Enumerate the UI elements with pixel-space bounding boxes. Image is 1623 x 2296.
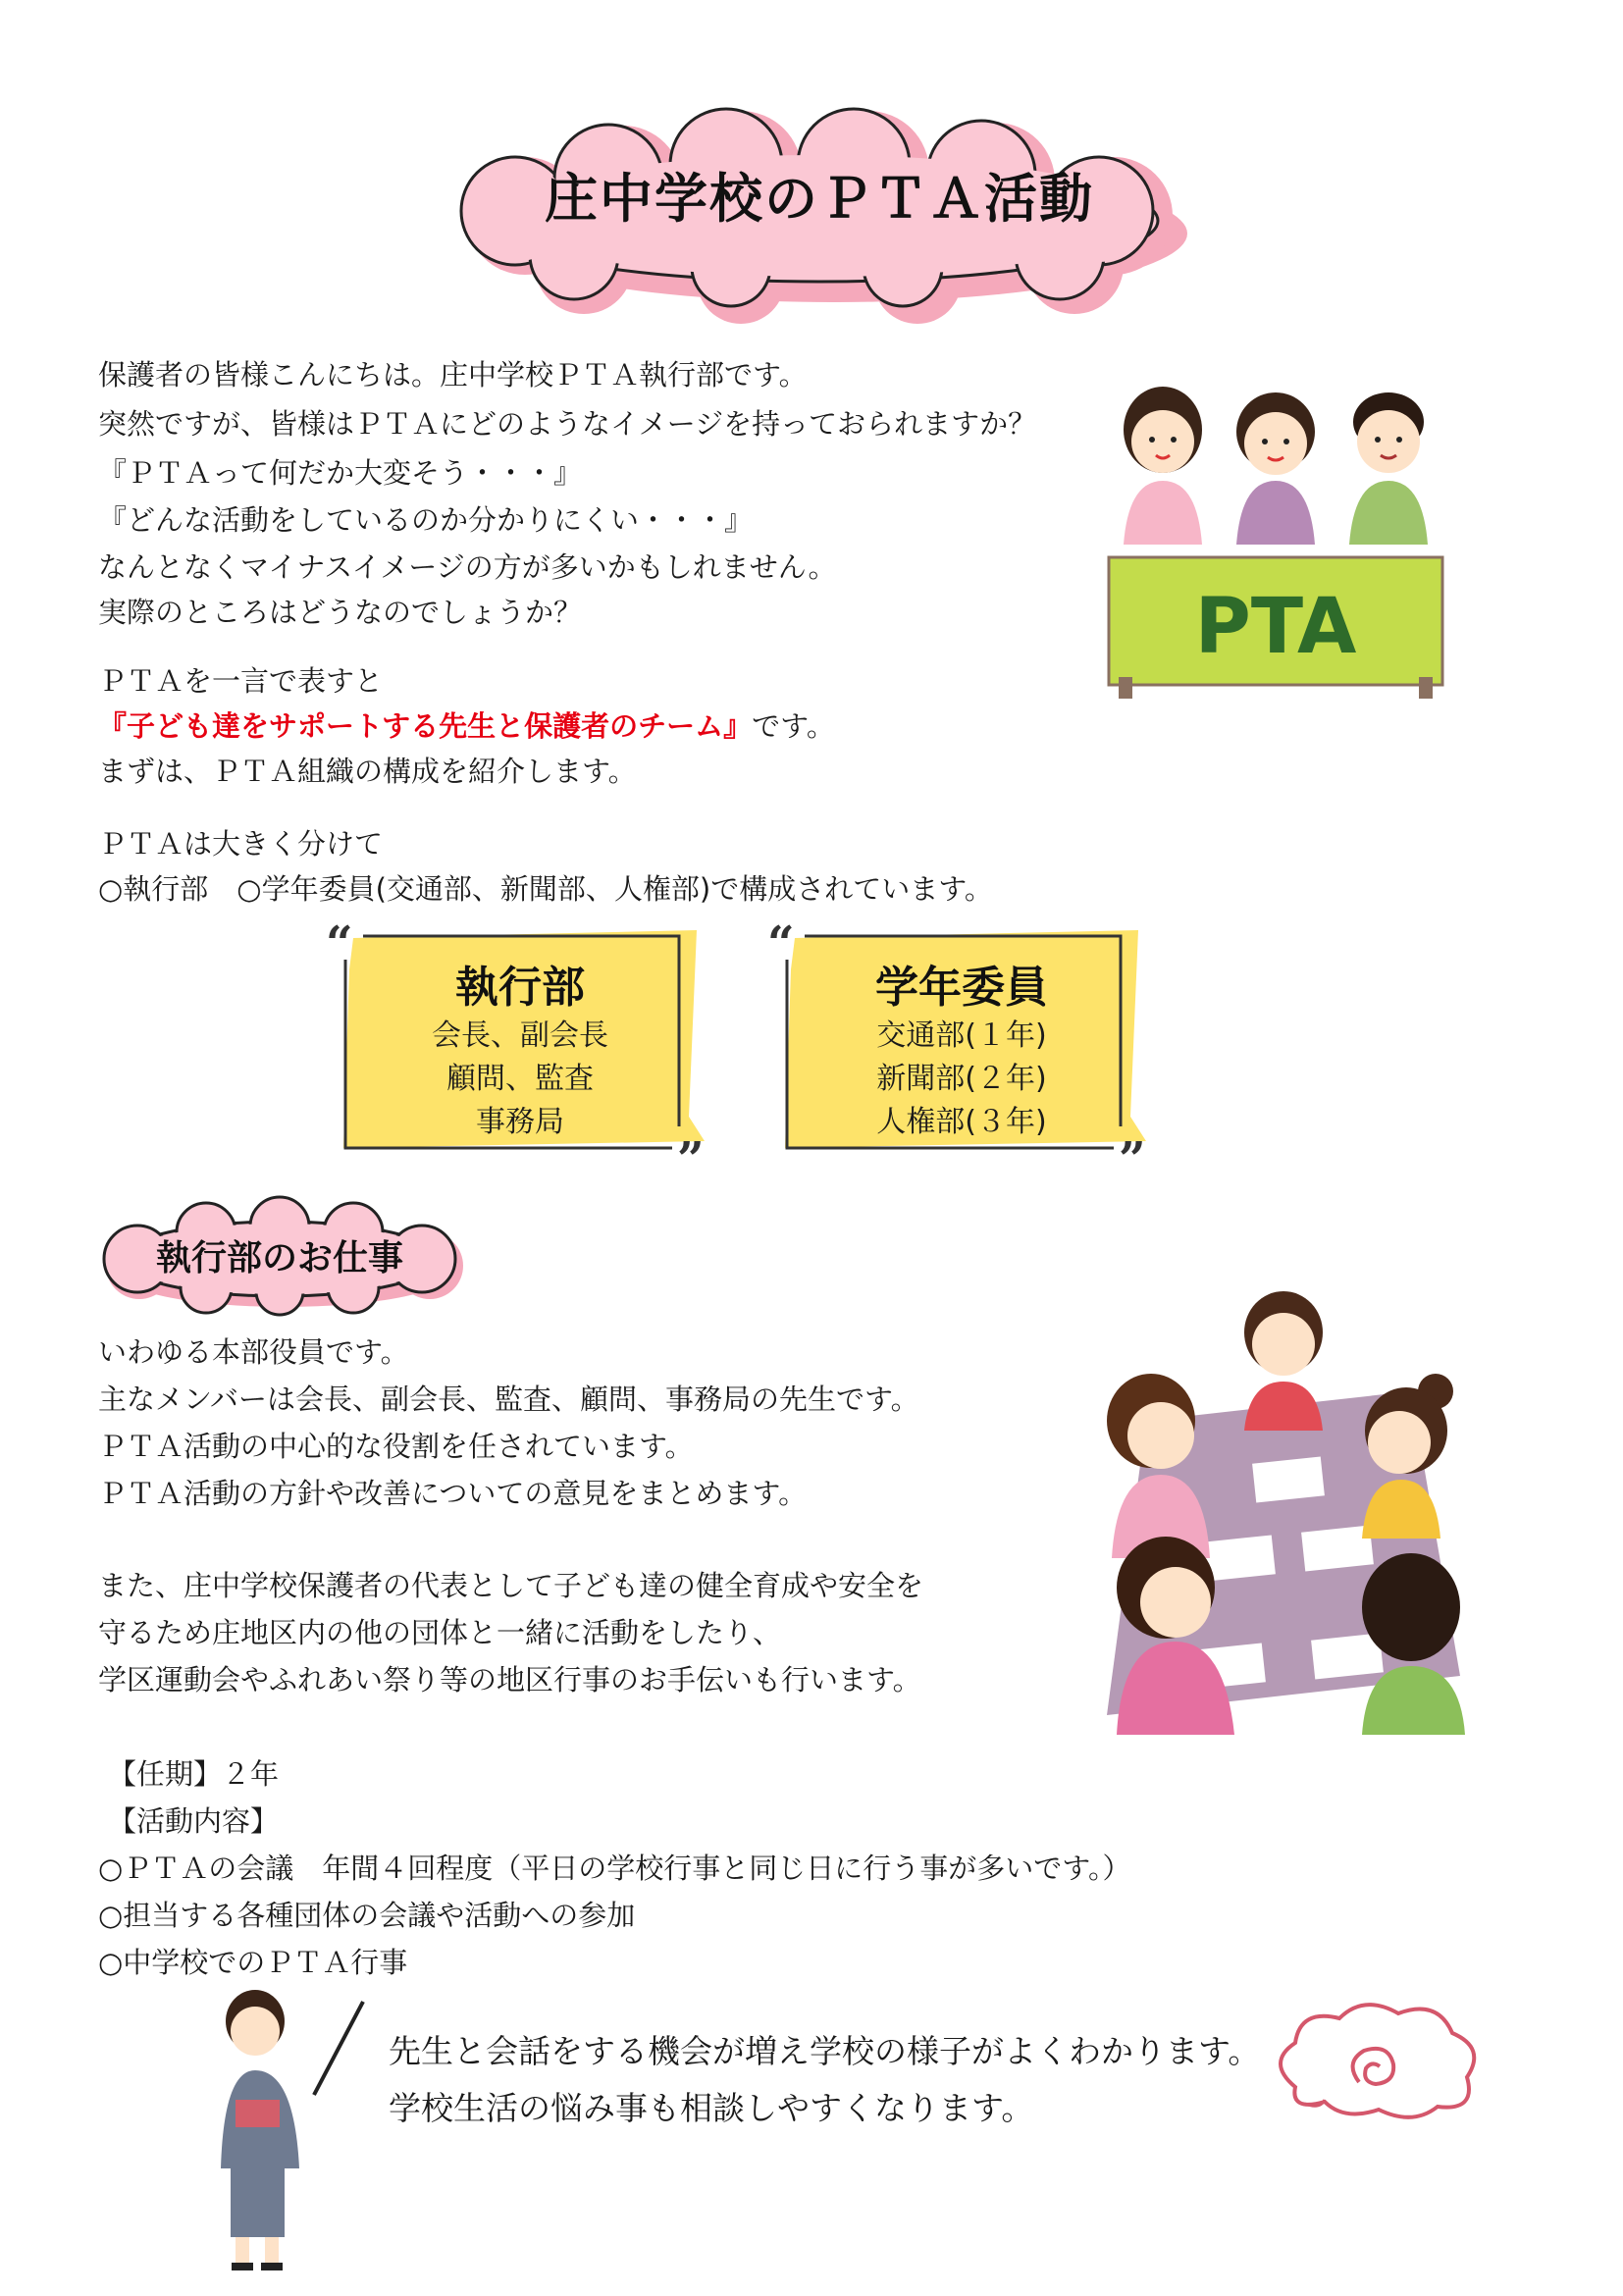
- meeting-illustration: [1087, 1283, 1480, 1735]
- activities-label: 【活動内容】: [108, 1804, 280, 1838]
- structure-line: ○執行部 ○学年委員(交通部、新聞部、人権部)で構成されています。: [98, 872, 993, 906]
- highlight-text: 『子ども達をサポートする先生と保護者のチーム』: [98, 709, 753, 743]
- duty-line: 主なメンバーは会長、副会長、監査、顧問、事務局の先生です。: [98, 1383, 919, 1416]
- intro-line: 突然ですが、皆様はＰＴＡにどのようなイメージを持っておられますか？: [98, 407, 1037, 441]
- duty-line: 学区運動会やふれあい祭り等の地区行事のお手伝いも行います。: [98, 1663, 921, 1696]
- summary-highlight-line: [98, 706, 835, 746]
- quote-close-icon: ”: [677, 1132, 705, 1187]
- summary-line: ＰＴＡを一言で表すと: [98, 664, 384, 698]
- duty-line: いわゆる本部役員です。: [98, 1335, 409, 1369]
- page-title: 庄中学校のＰＴＡ活動: [545, 168, 1094, 230]
- intro-line: なんとなくマイナスイメージの方が多いかもしれません。: [98, 550, 837, 584]
- activity-item: ○ＰＴＡの会議 年間４回程度（平日の学校行事と同じ日に行う事が多いです。）: [98, 1852, 1131, 1885]
- box-title: 学年委員: [875, 963, 1048, 1013]
- teacher-illustration: [206, 1982, 373, 2276]
- merit-line: 先生と会話をする機会が増え学校の様子がよくわかります。: [389, 2032, 1261, 2070]
- box-item: 会長、副会長: [432, 1018, 608, 1053]
- quote-open-icon: “: [326, 916, 353, 971]
- box-title: 執行部: [455, 963, 585, 1013]
- intro-line: 実際のところはどうなのでしょうか？: [98, 596, 583, 629]
- merit-line: 学校生活の悩み事も相談しやすくなります。: [389, 2089, 1034, 2127]
- intro-line: 『どんな活動をしているのか分かりにくい・・・』: [98, 503, 754, 537]
- duty-line: ＰＴＡ活動の中心的な役割を任されています。: [98, 1430, 694, 1463]
- box-item: 交通部(１年): [876, 1018, 1047, 1053]
- highlight-suffix: です。: [752, 709, 835, 743]
- box-item: 人権部(３年): [876, 1105, 1047, 1139]
- duty-line: ＰＴＡ活動の方針や改善についての意見をまとめます。: [98, 1477, 808, 1510]
- quote-open-icon: “: [767, 916, 795, 971]
- duty-line: また、庄中学校保護者の代表として子ども達の健全育成や安全を: [98, 1569, 924, 1602]
- pta-members-illustration: [1099, 383, 1452, 706]
- section-title: 執行部のお仕事: [155, 1238, 403, 1278]
- intro-line: 保護者の皆様こんにちは。庄中学校ＰＴＡ執行部です。: [98, 358, 808, 391]
- structure-line: ＰＴＡは大きく分けて: [98, 827, 384, 861]
- activity-item: ○担当する各種団体の会議や活動への参加: [98, 1899, 636, 1932]
- flower-doodle-icon: [1266, 1994, 1492, 2121]
- box-item: 新聞部(２年): [876, 1062, 1047, 1096]
- intro-line: 『ＰＴＡって何だか大変そう・・・』: [98, 456, 583, 490]
- box-item: 顧問、監査: [446, 1062, 594, 1096]
- pta-sign-text: PTA: [1194, 583, 1357, 671]
- box-executive: [326, 916, 707, 1187]
- term-line: 【任期】２年: [108, 1757, 280, 1791]
- box-grade-committee: [767, 916, 1148, 1187]
- quote-close-icon: ”: [1119, 1132, 1146, 1187]
- box-item: 事務局: [476, 1105, 564, 1139]
- summary-line: まずは、ＰＴＡ組織の構成を紹介します。: [98, 755, 637, 788]
- activity-item: ○中学校でのＰＴＡ行事: [98, 1946, 408, 1979]
- duty-line: 守るため庄地区内の他の団体と一緒に活動をしたり、: [98, 1616, 782, 1649]
